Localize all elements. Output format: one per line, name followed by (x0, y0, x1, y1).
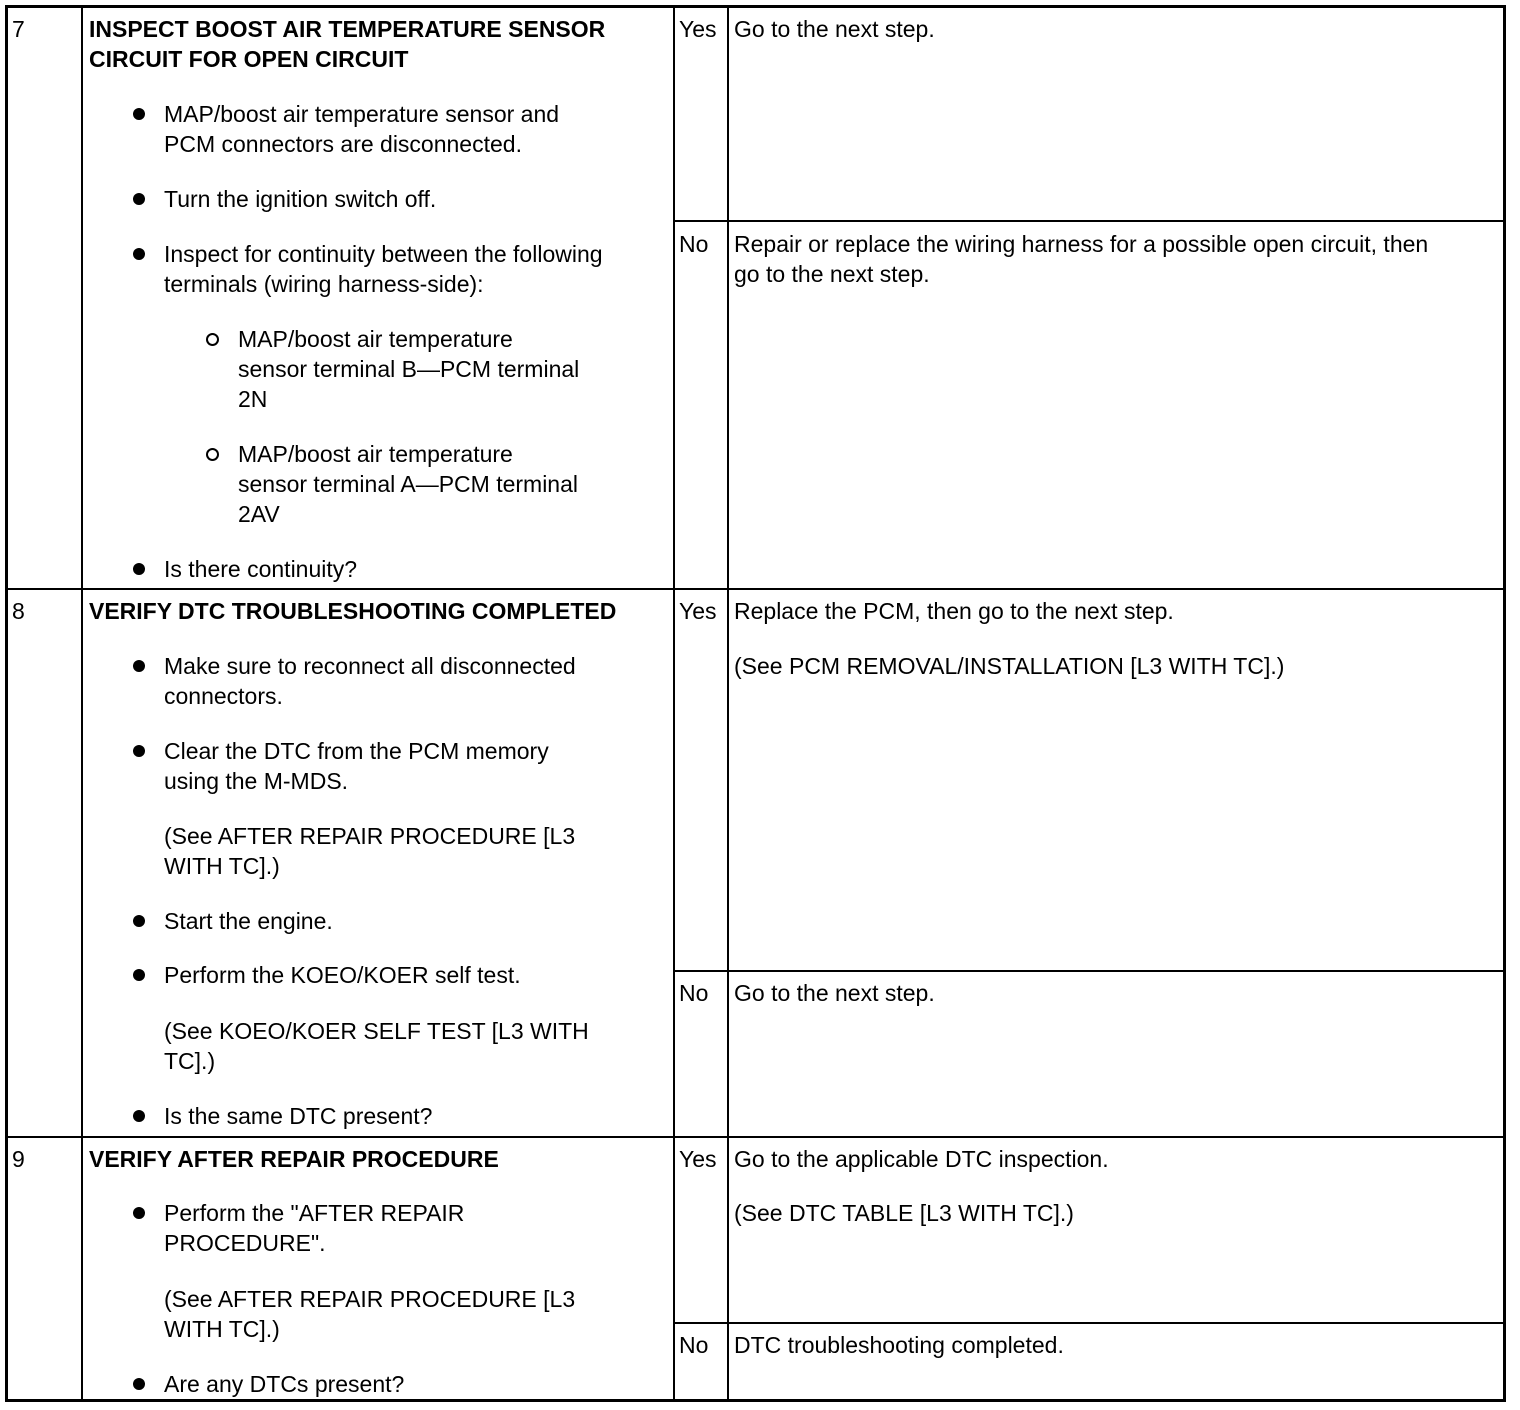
bullet-icon (133, 915, 145, 927)
bullet-text: connectors. (164, 683, 283, 709)
bullet-icon (133, 248, 145, 260)
bullet-icon (133, 108, 145, 120)
reference-note: (See KOEO/KOER SELF TEST [L3 WITH (164, 1018, 589, 1044)
row-divider-7-8 (5, 588, 1506, 590)
step-number: 7 (12, 16, 25, 42)
bullet-text: Is there continuity? (164, 556, 358, 582)
no-label: No (679, 980, 709, 1006)
bullet-icon (133, 1110, 145, 1122)
bullet-text: Clear the DTC from the PCM memory (164, 738, 549, 764)
step-title: VERIFY AFTER REPAIR PROCEDURE (89, 1146, 499, 1172)
bullet-icon (133, 660, 145, 672)
sub-bullet-icon (206, 448, 219, 461)
bullet-icon (133, 563, 145, 575)
yes-label: Yes (679, 1146, 717, 1172)
bullet-icon (133, 969, 145, 981)
bullet-text: Turn the ignition switch off. (164, 186, 437, 212)
bullet-icon (133, 745, 145, 757)
column-divider-action (673, 5, 675, 1402)
yes-label: Yes (679, 598, 717, 624)
reference-note: (See AFTER REPAIR PROCEDURE [L3 (164, 1286, 576, 1312)
bullet-text: Start the engine. (164, 908, 333, 934)
yes-action: Go to the applicable DTC inspection. (734, 1146, 1109, 1172)
column-divider-result (727, 5, 729, 1402)
sub-bullet-text: 2AV (238, 501, 280, 527)
step-title: INSPECT BOOST AIR TEMPERATURE SENSOR (89, 16, 606, 42)
bullet-text: Are any DTCs present? (164, 1371, 405, 1397)
yes-no-divider-row-7 (673, 220, 1506, 222)
bullet-text: Make sure to reconnect all disconnected (164, 653, 576, 679)
sub-bullet-icon (206, 333, 219, 346)
no-label: No (679, 231, 709, 257)
bullet-text: PROCEDURE". (164, 1230, 326, 1256)
reference-note: WITH TC].) (164, 853, 280, 879)
yes-no-divider-row-9 (673, 1322, 1506, 1324)
sub-bullet-text: MAP/boost air temperature (238, 326, 513, 352)
yes-action: Go to the next step. (734, 16, 935, 42)
sub-bullet-text: 2N (238, 386, 268, 412)
sub-bullet-text: sensor terminal A—PCM terminal (238, 471, 578, 497)
bullet-icon (133, 1207, 145, 1219)
bullet-icon (133, 1378, 145, 1390)
no-action: Repair or replace the wiring harness for a possible open circuit, then (734, 231, 1429, 257)
yes-action: Replace the PCM, then go to the next step. (734, 598, 1174, 624)
yes-reference: (See PCM REMOVAL/INSTALLATION [L3 WITH TC].) (734, 653, 1285, 679)
yes-reference: (See DTC TABLE [L3 WITH TC].) (734, 1200, 1074, 1226)
sub-bullet-text: MAP/boost air temperature (238, 441, 513, 467)
no-label: No (679, 1332, 709, 1358)
bullet-text: MAP/boost air temperature sensor and (164, 101, 560, 127)
reference-note: (See AFTER REPAIR PROCEDURE [L3 (164, 823, 576, 849)
bullet-text: using the M-MDS. (164, 768, 349, 794)
bullet-text: Is the same DTC present? (164, 1103, 433, 1129)
bullet-text: Perform the KOEO/KOER self test. (164, 962, 521, 988)
step-title: CIRCUIT FOR OPEN CIRCUIT (89, 46, 409, 72)
reference-note: WITH TC].) (164, 1316, 280, 1342)
bullet-icon (133, 193, 145, 205)
bullet-text: terminals (wiring harness-side): (164, 271, 484, 297)
bullet-text: Inspect for continuity between the following (164, 241, 603, 267)
no-action: DTC troubleshooting completed. (734, 1332, 1064, 1358)
step-title: VERIFY DTC TROUBLESHOOTING COMPLETED (89, 598, 617, 624)
yes-label: Yes (679, 16, 717, 42)
bullet-text: Perform the "AFTER REPAIR (164, 1200, 465, 1226)
step-number: 9 (12, 1146, 25, 1172)
no-action: go to the next step. (734, 261, 930, 287)
column-divider-step (81, 5, 83, 1402)
no-action: Go to the next step. (734, 980, 935, 1006)
bullet-text: PCM connectors are disconnected. (164, 131, 522, 157)
sub-bullet-text: sensor terminal B—PCM terminal (238, 356, 580, 382)
row-divider-8-9 (5, 1136, 1506, 1138)
step-number: 8 (12, 598, 25, 624)
reference-note: TC].) (164, 1048, 216, 1074)
yes-no-divider-row-8 (673, 970, 1506, 972)
